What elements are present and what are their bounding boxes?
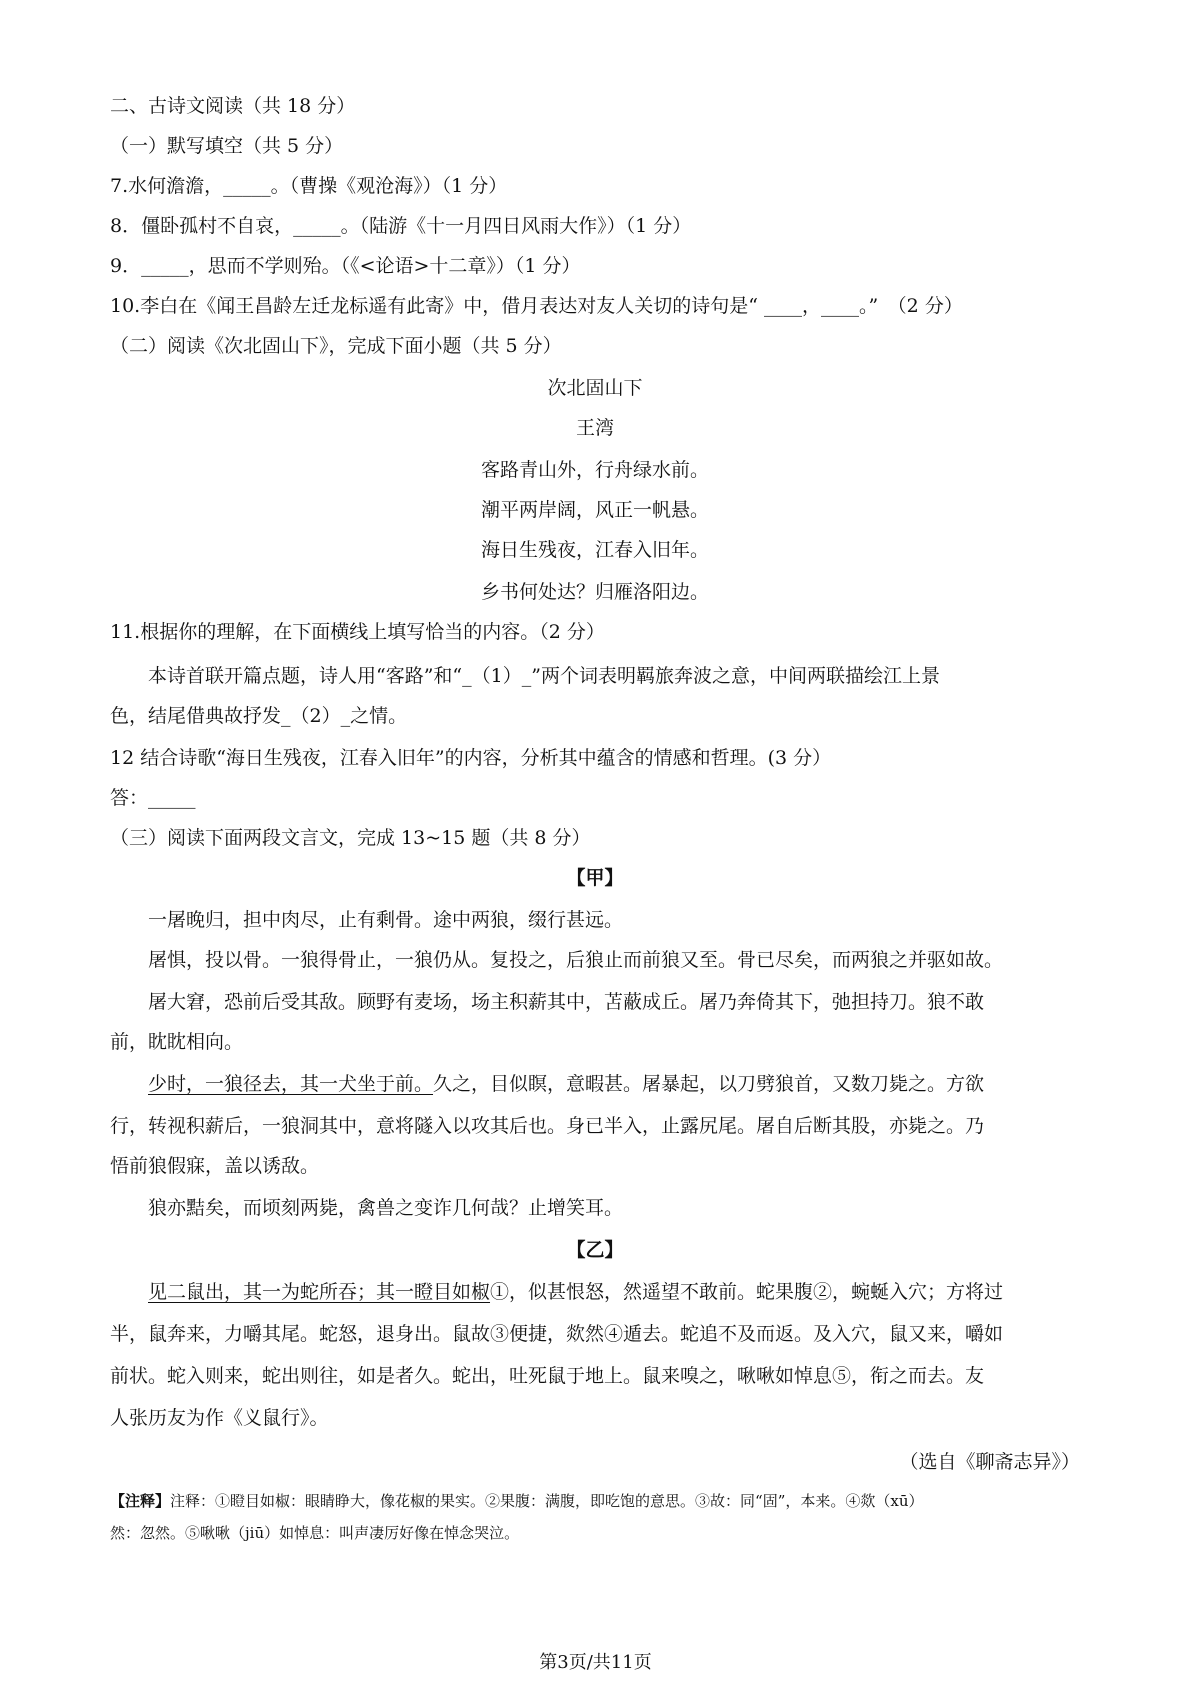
question-11-paragraph-cont: 色，结尾借典故抒发_（2）_之情。	[110, 705, 408, 727]
passage-jia-paragraph: 一屠晚归，担中肉尽，止有剩骨。途中两狼，缀行甚远。	[148, 909, 624, 931]
sentence-text: ①，似甚恨怒，然遥望不敢前。蛇果腹②，蜿蜒入穴；方将过	[490, 1281, 1004, 1303]
passage-jia-paragraph: 屠大窘，恐前后受其敌。顾野有麦场，场主积薪其中，苫蔽成丘。屠乃奔倚其下，弛担持刀。狼不敢	[148, 991, 985, 1013]
answer-blank: 答：_____	[110, 787, 196, 809]
question-10: 10.李白在《闻王昌龄左迁龙标遥有此寄》中，借月表达对友人关切的诗句是“ ____，____。” （2 分）	[110, 295, 963, 317]
notes-line	[110, 1486, 1080, 1516]
poem-line: 海日生残夜，江春入旧年。	[480, 539, 709, 561]
passage-yi-paragraph-cont: 半，鼠奔来，力嚼其尾。蛇怒，退身出。鼠故③便捷，欻然④遁去。蛇追不及而返。及入穴，鼠又来，嚼如	[110, 1323, 1004, 1345]
passage-yi-paragraph-cont: 人张历友为作《义鼠行》。	[110, 1407, 329, 1429]
question-7: 7.水何澹澹，_____。（曹操《观沧海》）（1 分）	[110, 175, 508, 197]
part3-title: （三）阅读下面两段文言文，完成 13~15 题（共 8 分）	[110, 827, 591, 849]
passage-yi-heading: 【乙】	[566, 1239, 624, 1261]
passage-jia-paragraph	[148, 1064, 1080, 1104]
part1-title: （一）默写填空（共 5 分）	[110, 135, 344, 157]
page-number: 第3页/共11页	[539, 1652, 652, 1673]
poem-line: 乡书何处达？归雁洛阳边。	[480, 581, 709, 603]
notes-label: 【注释】	[110, 1492, 171, 1510]
underlined-sentence: 见二鼠出，其一为蛇所吞；其一瞪目如椒	[148, 1281, 491, 1303]
question-11: 11.根据你的理解，在下面横线上填写恰当的内容。（2 分）	[110, 621, 605, 643]
question-9: 9．_____，思而不学则殆。（《<论语>十二章》）（1 分）	[110, 255, 581, 277]
poem-author: 王湾	[575, 417, 614, 439]
notes-text: 注释：①瞪目如椒：眼睛睁大，像花椒的果实。②果腹：满腹，即吃饱的意思。③故：同“固”，本来。④欻（xū）	[170, 1492, 924, 1510]
section-title: 二、古诗文阅读（共 18 分）	[110, 95, 356, 117]
notes-line: 然：忽然。⑤啾啾（jiū）如悼息：叫声凄厉好像在悼念哭泣。	[110, 1524, 520, 1542]
sentence-text: 久之，目似瞑，意暇甚。屠暴起，以刀劈狼首，又数刀毙之。方欲	[433, 1073, 985, 1095]
poem-title: 次北固山下	[547, 377, 643, 399]
underlined-sentence: 少时，一狼径去，其一犬坐于前。	[148, 1073, 434, 1095]
question-11-paragraph: 本诗首联开篇点题，诗人用“客路”和“_（1）_”两个词表明羁旅奔波之意，中间两联描绘江上景	[148, 665, 940, 687]
passage-source: （选自《聊斋志异》）	[899, 1451, 1080, 1473]
poem-line: 潮平两岸阔，风正一帆悬。	[480, 499, 709, 521]
passage-jia-paragraph-cont: 行，转视积薪后，一狼洞其中，意将隧入以攻其后也。身已半入，止露尻尾。屠自后断其股，亦毙之。乃	[110, 1115, 985, 1137]
passage-jia-paragraph: 屠惧，投以骨。一狼得骨止，一狼仍从。复投之，后狼止而前狼又至。骨已尽矣，而两狼之并驱如故。	[148, 949, 1004, 971]
part2-title: （二）阅读《次北固山下》，完成下面小题（共 5 分）	[110, 335, 562, 357]
question-8: 8．僵卧孤村不自哀，_____。（陆游《十一月四日风雨大作》）（1 分）	[110, 215, 692, 237]
passage-yi-paragraph-cont: 前状。蛇入则来，蛇出则往，如是者久。蛇出，吐死鼠于地上。鼠来嗅之，啾啾如悼息⑤，衔之而去。友	[110, 1365, 985, 1387]
passage-jia-paragraph-cont: 前，眈眈相向。	[110, 1031, 244, 1053]
passage-yi-paragraph	[148, 1272, 1080, 1312]
passage-jia-paragraph-cont: 悟前狼假寐，盖以诱敌。	[110, 1155, 320, 1177]
poem-line: 客路青山外，行舟绿水前。	[480, 459, 709, 481]
passage-jia-heading: 【甲】	[566, 867, 624, 889]
question-12: 12 结合诗歌“海日生残夜，江春入旧年”的内容，分析其中蕴含的情感和哲理。(3 分）	[110, 747, 832, 769]
passage-jia-paragraph: 狼亦黠矣，而顷刻两毙，禽兽之变诈几何哉？止增笑耳。	[148, 1197, 624, 1219]
